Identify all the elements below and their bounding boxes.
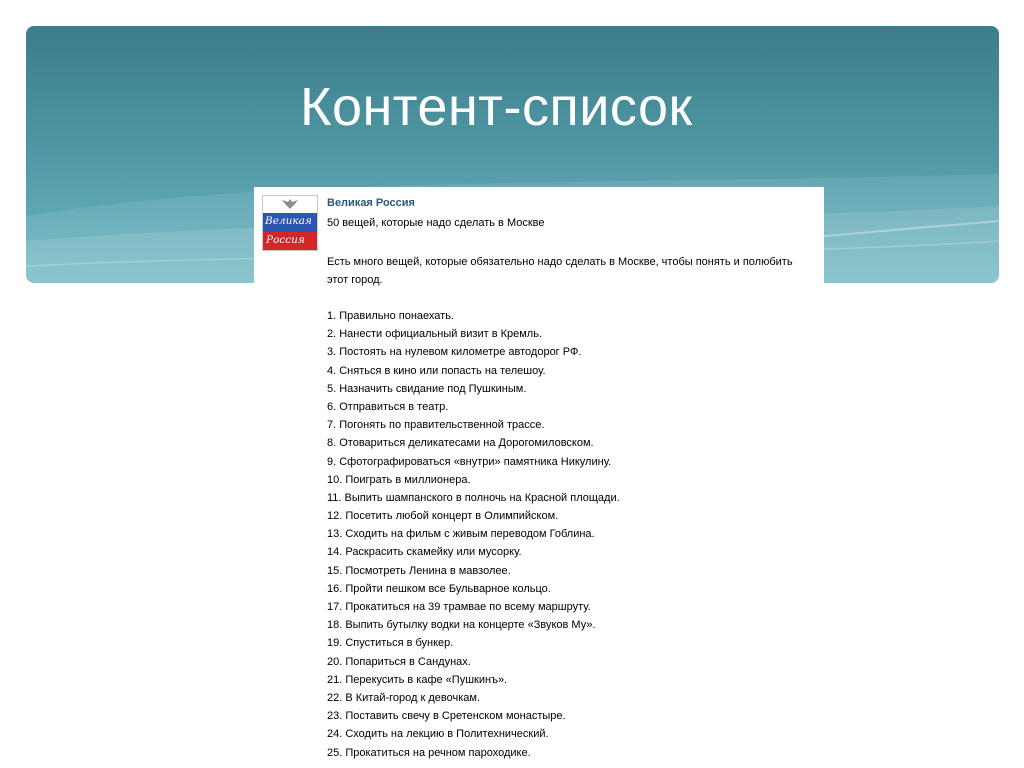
list-item: 12. Посетить любой концерт в Олимпийском.	[327, 510, 559, 523]
list-item: 7. Погонять по правительственной трассе.	[327, 419, 545, 432]
list-item: 17. Прокатиться на 39 трамвае по всему маршруту.	[327, 601, 591, 613]
list-item: 5. Назначить свидание под Пушкиным.	[327, 382, 527, 395]
list-item: 24. Сходить на лекцию в Политехнический.	[327, 728, 549, 741]
list-item: 16. Пройти пешком все Бульварное кольцо.	[327, 582, 551, 595]
slide-title: Контент-список	[300, 77, 693, 137]
list-item: 2. Нанести официальный визит в Кремль.	[327, 328, 543, 341]
list-item: 20. Попариться в Сандунах.	[327, 655, 471, 668]
list-item: 18. Выпить бутылку водки на концерте «Звуков Му».	[327, 619, 596, 632]
group-avatar[interactable]	[262, 195, 318, 251]
list-item: 10. Поиграть в миллионера.	[327, 473, 471, 486]
post-intro: Есть много вещей, которые обязательно надо сделать в Москве, чтобы понять и полюбить этот город.	[327, 256, 793, 286]
avatar-text-line2: Россия	[266, 234, 305, 246]
list-item: 19. Спуститься в бункер.	[327, 637, 454, 650]
list-item: 1. Правильно понаехать.	[327, 310, 454, 322]
list-item: 6. Отправиться в театр.	[327, 400, 449, 413]
post-heading: 50 вещей, которые надо сделать в Москве	[327, 217, 545, 229]
list-item: 22. В Китай-город к девочкам.	[327, 691, 481, 704]
list-item: 25. Прокатиться на речном пароходике.	[327, 746, 531, 759]
social-post	[254, 187, 824, 768]
post-list	[327, 307, 620, 762]
list-item: 21. Перекусить в кафе «Пушкинъ».	[327, 673, 508, 686]
list-item: 8. Отовариться деликатесами на Дорогомиловском.	[327, 437, 594, 450]
list-item: 13. Сходить на фильм с живым переводом Гоблина.	[327, 528, 595, 541]
list-item: 14. Раскрасить скамейку или мусорку.	[327, 546, 522, 559]
list-item: 9. Сфотографироваться «внутри» памятника Никулину.	[327, 455, 612, 468]
list-item: 15. Посмотреть Ленина в мавзолее.	[327, 564, 511, 577]
group-name-link[interactable]: Великая Россия	[327, 197, 415, 209]
list-item: 11. Выпить шампанского в полночь на Красной площади.	[327, 491, 620, 504]
list-item: 4. Сняться в кино или попасть на телешоу.	[327, 364, 546, 377]
eagle-emblem-icon	[281, 198, 299, 210]
list-item: 3. Постоять на нулевом километре автодорог РФ.	[327, 346, 582, 359]
avatar-text-line1: Великая	[265, 215, 312, 227]
list-item: 23. Поставить свечу в Сретенском монастыре.	[327, 710, 566, 723]
